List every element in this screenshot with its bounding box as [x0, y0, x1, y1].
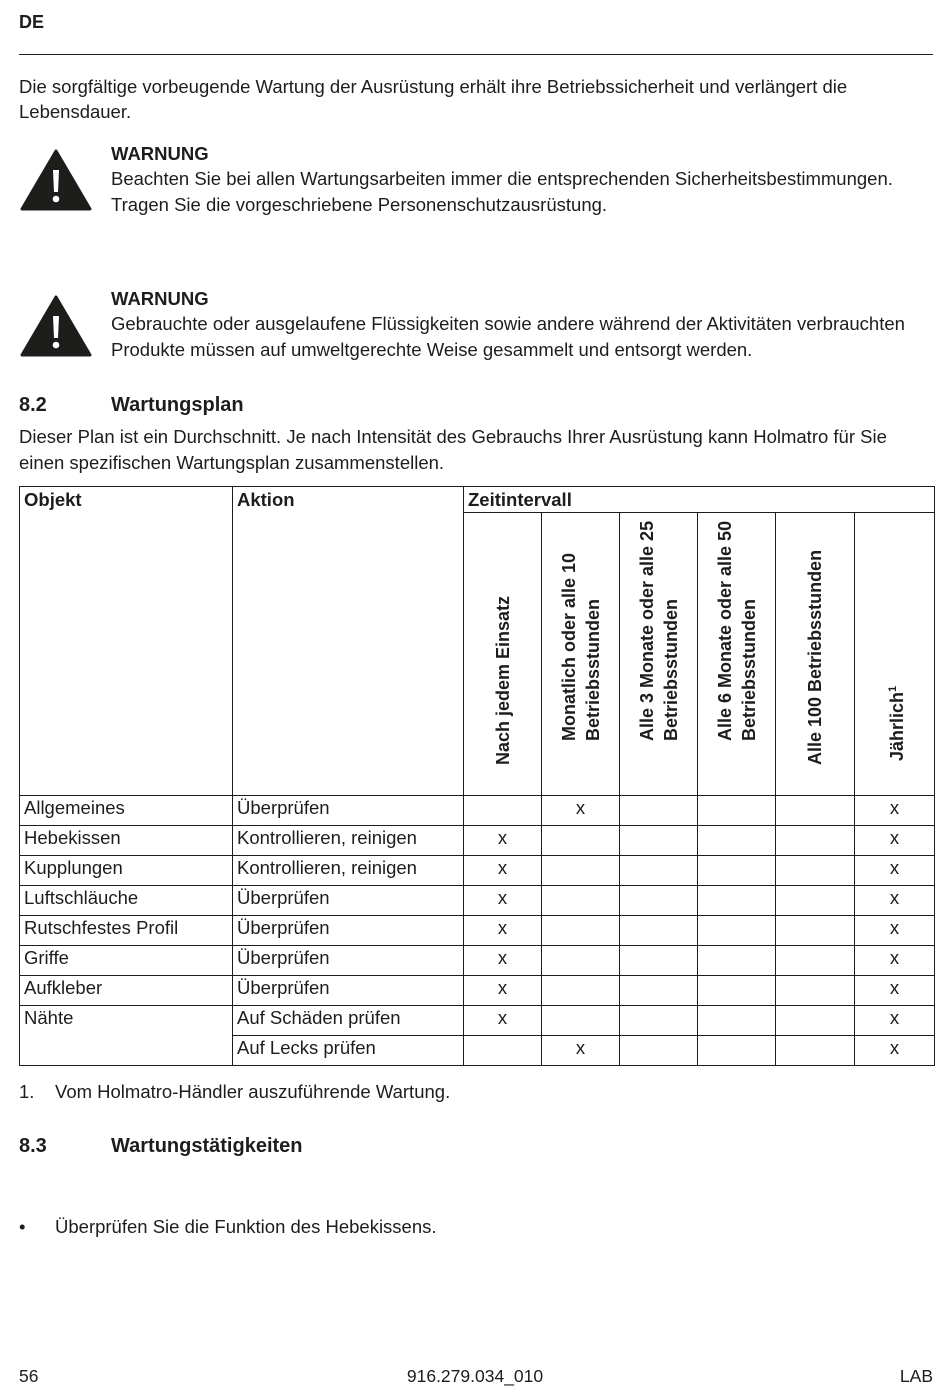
cell-interval-mark — [542, 976, 620, 1006]
cell-interval-mark — [698, 1006, 776, 1036]
cell-interval-mark — [776, 946, 855, 976]
warning-triangle-icon — [19, 294, 93, 358]
header-objekt: Objekt — [20, 487, 233, 796]
cell-interval-mark — [698, 796, 776, 826]
cell-interval-mark — [776, 886, 855, 916]
cell-interval-mark — [776, 796, 855, 826]
cell-interval-mark: x — [464, 946, 542, 976]
table-row — [20, 976, 935, 1006]
section-title: Wartungstätigkeiten — [111, 1135, 303, 1157]
cell-aktion: Überprüfen — [233, 946, 464, 976]
language-code: DE — [19, 12, 45, 32]
cell-aktion: Überprüfen — [233, 886, 464, 916]
cell-interval-mark — [620, 886, 698, 916]
interval-header-label: Alle 100 Betriebsstunden — [805, 549, 825, 765]
cell-interval-mark — [542, 886, 620, 916]
interval-header-label: Monatlich oder alle 10 Betriebsstunden — [558, 552, 603, 741]
product-code: LAB — [899, 1366, 933, 1386]
cell-objekt: Griffe — [20, 946, 233, 976]
header-zeitintervall: Zeitintervall — [464, 487, 935, 513]
cell-interval-mark — [542, 946, 620, 976]
cell-interval-mark: x — [855, 1036, 935, 1066]
document-number: 916.279.034_010 — [406, 1366, 544, 1386]
cell-interval-mark — [542, 916, 620, 946]
warning-title: WARNUNG — [111, 288, 209, 309]
interval-header-cell — [542, 513, 620, 796]
bullet-mark: • — [19, 1216, 26, 1237]
cell-interval-mark: x — [464, 886, 542, 916]
interval-header-label: Alle 6 Monate oder alle 50 Betriebsstunden — [714, 520, 759, 741]
cell-interval-mark — [542, 1006, 620, 1036]
maintenance-schedule-table — [19, 486, 935, 1066]
cell-aktion: Überprüfen — [233, 976, 464, 1006]
header-rule — [19, 54, 933, 55]
table-row — [20, 946, 935, 976]
cell-interval-mark — [542, 856, 620, 886]
cell-interval-mark — [698, 946, 776, 976]
cell-interval-mark — [620, 916, 698, 946]
cell-interval-mark: x — [464, 856, 542, 886]
table-row — [20, 856, 935, 886]
interval-header-label: Jährlich$^1$ — [886, 685, 907, 761]
warning-text: Beachten Sie bei allen Wartungsarbeiten immer die entsprechenden Sicherheitsbestimmungen. Tragen Sie die vorgeschriebene Personenschutzausrüstung. — [111, 168, 893, 215]
page-number: 56 — [19, 1366, 39, 1386]
section-number: 8.2 — [19, 394, 47, 416]
cell-objekt: Rutschfestes Profil — [20, 916, 233, 946]
cell-interval-mark — [464, 1036, 542, 1066]
interval-header-cell — [620, 513, 698, 796]
cell-interval-mark — [620, 976, 698, 1006]
cell-interval-mark: x — [855, 1006, 935, 1036]
section-paragraph: Dieser Plan ist ein Durchschnitt. Je nach Intensität des Gebrauchs Ihrer Ausrüstung kann Holmatro für Sie einen spezifischen Wartungsplan zusammenstellen. — [19, 426, 887, 473]
cell-interval-mark: x — [542, 796, 620, 826]
cell-interval-mark — [698, 886, 776, 916]
interval-header-label: Alle 3 Monate oder alle 25 Betriebsstunden — [636, 520, 681, 741]
section-number: 8.3 — [19, 1135, 47, 1157]
cell-aktion: Auf Lecks prüfen — [233, 1036, 464, 1066]
cell-interval-mark: x — [464, 916, 542, 946]
cell-interval-mark — [776, 1036, 855, 1066]
interval-header-cell — [698, 513, 776, 796]
cell-interval-mark: x — [855, 886, 935, 916]
warning-text: Gebrauchte oder ausgelaufene Flüssigkeiten sowie andere während der Aktivitäten verbrauchten Produkte müssen auf umweltgerechte Weise gesammelt und entsorgt werden. — [111, 313, 905, 360]
cell-interval-mark: x — [542, 1036, 620, 1066]
intro-paragraph: Die sorgfältige vorbeugende Wartung der Ausrüstung erhält ihre Betriebssicherheit und verlängert die Lebensdauer. — [19, 76, 848, 122]
cell-interval-mark — [698, 856, 776, 886]
cell-aktion: Auf Schäden prüfen — [233, 1006, 464, 1036]
section-title: Wartungsplan — [111, 394, 244, 416]
cell-objekt: Nähte — [20, 1006, 233, 1066]
table-row — [20, 886, 935, 916]
cell-interval-mark — [776, 916, 855, 946]
cell-interval-mark — [776, 856, 855, 886]
cell-interval-mark — [698, 826, 776, 856]
bullet-text: Überprüfen Sie die Funktion des Hebekissens. — [55, 1216, 437, 1237]
cell-objekt: Aufkleber — [20, 976, 233, 1006]
cell-aktion: Überprüfen — [233, 796, 464, 826]
table-row — [20, 1006, 935, 1036]
cell-interval-mark: x — [855, 856, 935, 886]
cell-interval-mark: x — [464, 826, 542, 856]
cell-interval-mark: x — [855, 916, 935, 946]
cell-interval-mark — [620, 1036, 698, 1066]
cell-interval-mark — [776, 826, 855, 856]
cell-aktion: Überprüfen — [233, 916, 464, 946]
table-header-row — [20, 487, 935, 513]
cell-aktion: Kontrollieren, reinigen — [233, 856, 464, 886]
table-row — [20, 826, 935, 856]
table-row — [20, 796, 935, 826]
footnote-number: 1. — [19, 1081, 35, 1102]
cell-interval-mark — [698, 1036, 776, 1066]
bullet-item — [19, 1216, 437, 1238]
cell-interval-mark: x — [464, 1006, 542, 1036]
footnote-text: Vom Holmatro-Händler auszuführende Wartung. — [55, 1081, 451, 1102]
cell-interval-mark — [776, 976, 855, 1006]
cell-objekt: Hebekissen — [20, 826, 233, 856]
cell-interval-mark: x — [855, 946, 935, 976]
cell-interval-mark — [698, 916, 776, 946]
footnote-marker: 1 — [886, 685, 899, 692]
cell-interval-mark: x — [464, 976, 542, 1006]
cell-aktion: Kontrollieren, reinigen — [233, 826, 464, 856]
cell-interval-mark — [542, 826, 620, 856]
interval-header-cell — [855, 513, 935, 796]
cell-interval-mark — [464, 796, 542, 826]
cell-interval-mark — [698, 976, 776, 1006]
cell-objekt: Allgemeines — [20, 796, 233, 826]
cell-interval-mark — [620, 796, 698, 826]
cell-interval-mark: x — [855, 826, 935, 856]
header-aktion: Aktion — [233, 487, 464, 796]
cell-interval-mark — [620, 946, 698, 976]
cell-interval-mark — [620, 856, 698, 886]
interval-header-cell — [464, 513, 542, 796]
footnote — [19, 1081, 450, 1103]
cell-objekt: Kupplungen — [20, 856, 233, 886]
cell-interval-mark: x — [855, 796, 935, 826]
warning-triangle-icon — [19, 148, 93, 212]
interval-header-label: Nach jedem Einsatz — [492, 595, 513, 765]
warning-title: WARNUNG — [111, 143, 209, 164]
cell-interval-mark — [620, 826, 698, 856]
table-row — [20, 916, 935, 946]
cell-interval-mark — [776, 1006, 855, 1036]
cell-objekt: Luftschläuche — [20, 886, 233, 916]
interval-header-cell — [776, 513, 855, 796]
cell-interval-mark: x — [855, 976, 935, 1006]
cell-interval-mark — [620, 1006, 698, 1036]
